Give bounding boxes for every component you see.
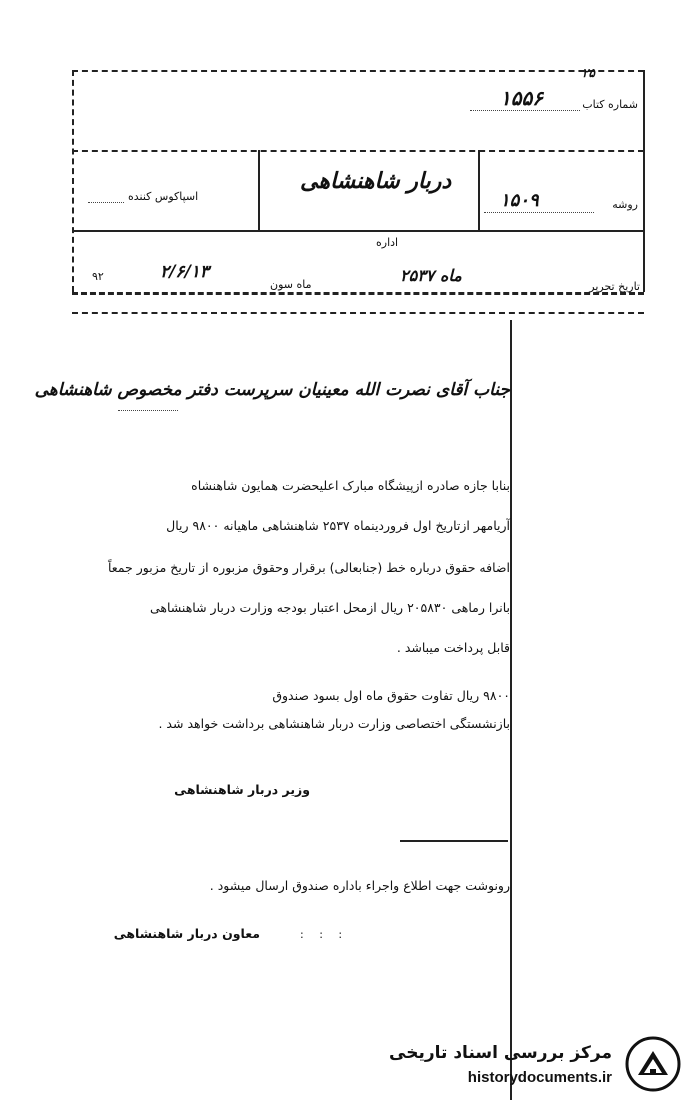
letter-number-label: شماره کتاب bbox=[582, 98, 638, 111]
body-line-3: اضافه حقوق درباره خط (جنابعالی) برقرار وحقوق مزبوره از تاریخ مزبور جمعاً bbox=[107, 560, 510, 575]
header-top-border bbox=[72, 70, 644, 72]
body-line-1: بنابا جازه صادره ازپیشگاه مبارک اعلیحضرت همایون شاهنشاه bbox=[191, 478, 510, 493]
date-written-value: ۲۵۳۷ ماه bbox=[400, 266, 462, 285]
copy-separator bbox=[400, 840, 508, 842]
watermark bbox=[389, 1035, 682, 1095]
signature-title: وزیر دربار شاهنشاهی bbox=[174, 782, 310, 797]
deputy-title: معاون دربار شاهنشاهی bbox=[113, 926, 260, 941]
recipient-line: جناب آقای نصرت الله معینیان سرپرست دفتر مخصوص شاهنشاهی bbox=[34, 380, 510, 400]
body-line-2: آریامهر ازتاریخ اول فروردینماه ۲۵۳۷ شاهنشاهی ماهیانه ۹۸۰۰ ریال bbox=[166, 518, 510, 533]
body-line-4: بانرا رماهی ۲۰۵۸۳۰ ریال ازمحل اعتبار بودجه وزارت دربار شاهنشاهی bbox=[149, 600, 510, 615]
month-label: ماه سون bbox=[270, 278, 312, 291]
date-right: ۲/۶/۱۳ bbox=[160, 262, 209, 282]
header-bottom-border bbox=[72, 292, 644, 295]
docket-label: روشه bbox=[612, 198, 638, 211]
docket-value: ۱۵۰۹ bbox=[500, 190, 539, 211]
side-number: ۹۲ bbox=[92, 270, 104, 283]
difference-line: ۹۸۰۰ ریال تفاوت حقوق ماه اول بسود صندوق bbox=[272, 688, 510, 703]
copy-note-dotted-line bbox=[88, 202, 124, 203]
deputy-dots: : : : bbox=[300, 928, 349, 941]
watermark-name: مرکز بررسی اسناد تاریخی bbox=[389, 1043, 612, 1063]
header-right-border bbox=[643, 70, 645, 292]
emblem-title: دربار شاهنشاهی bbox=[300, 168, 452, 194]
header-left-column-divider bbox=[258, 150, 260, 230]
header-bottom-border-2 bbox=[72, 312, 644, 314]
book-logo-icon bbox=[624, 1035, 682, 1093]
pension-line: بازنشستگی اختصاصی وزارت دربار شاهنشاهی برداشت خواهد شد . bbox=[158, 716, 510, 731]
header-left-border bbox=[72, 70, 74, 292]
header-middle-divider bbox=[72, 230, 644, 232]
date-written-label: تاریخ تحریر bbox=[589, 280, 640, 293]
copy-line: رونوشت جهت اطلاع واجراء باداره صندوق ارسال میشود . bbox=[209, 878, 510, 893]
letter-number-dotted-line bbox=[470, 110, 580, 111]
docket-dotted-line bbox=[484, 212, 594, 213]
copy-note: اسپاکوس کننده bbox=[128, 190, 199, 203]
letter-number-value: ۱۵۵۶ bbox=[500, 86, 543, 110]
date-top: ۲۵ bbox=[582, 66, 595, 80]
office-label: اداره bbox=[376, 236, 399, 249]
body-line-5: قابل پرداخت میباشد . bbox=[396, 640, 510, 655]
watermark-url: historydocuments.ir bbox=[467, 1069, 612, 1086]
header-right-column-divider bbox=[478, 150, 480, 230]
header-row-divider bbox=[72, 150, 644, 152]
recipient-dotted-line bbox=[118, 410, 178, 411]
margin-rule bbox=[510, 320, 512, 1100]
